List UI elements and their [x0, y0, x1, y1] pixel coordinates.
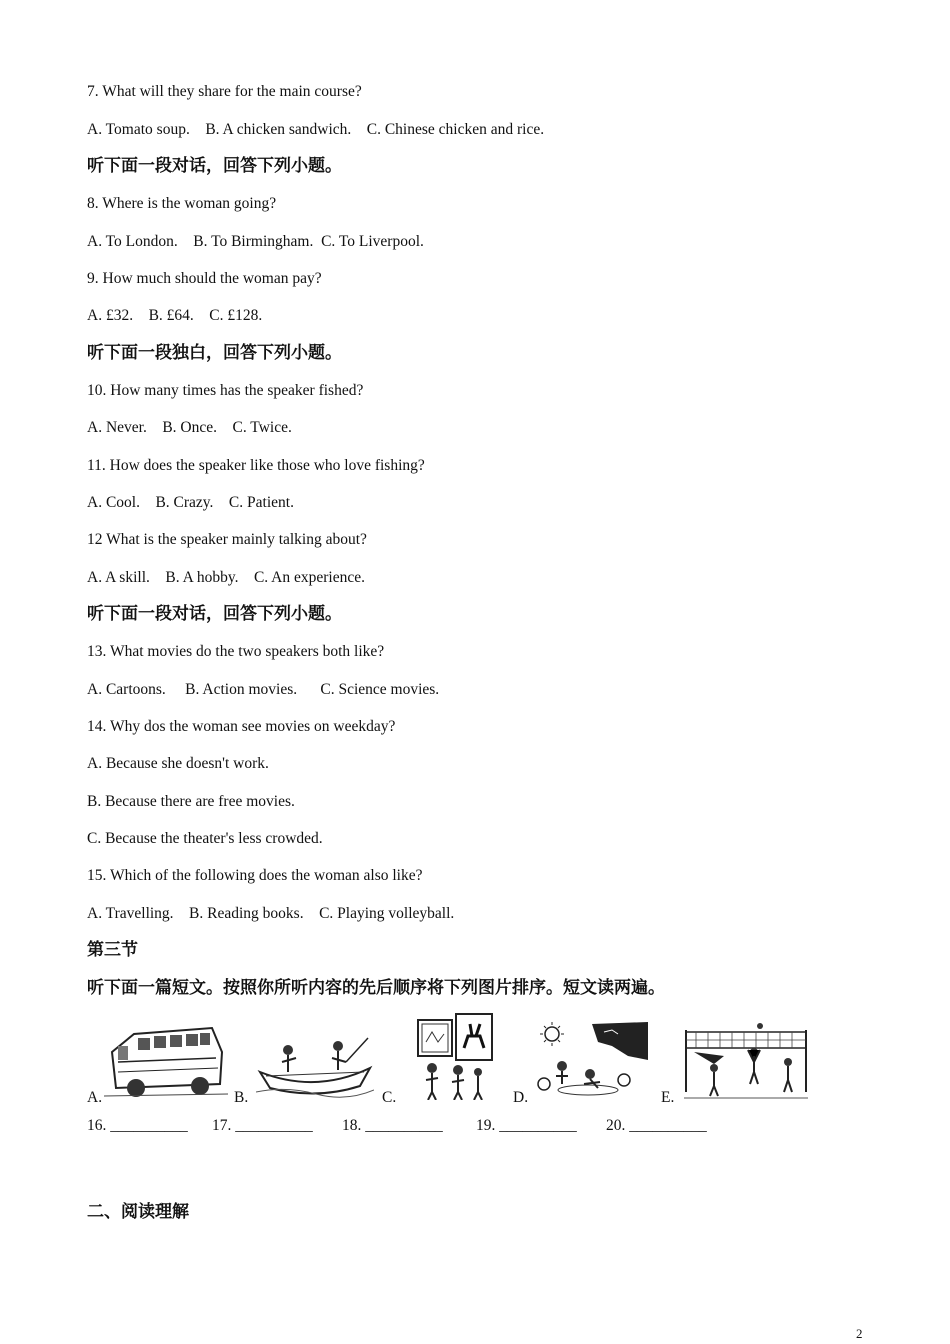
- page-number: 2: [856, 1326, 863, 1341]
- q7-options: A. Tomato soup. B. A chicken sandwich. C. Chinese chicken and rice.: [87, 121, 545, 138]
- answer-blank-20[interactable]: 20. __________: [606, 1117, 707, 1134]
- q9-text: 9. How much should the woman pay?: [87, 270, 322, 287]
- q7-text: 7. What will they share for the main course?: [87, 83, 362, 100]
- part2-title: 二、阅读理解: [87, 1202, 189, 1222]
- answer-blank-18[interactable]: 18. __________: [342, 1117, 443, 1134]
- q14-option-a: A. Because she doesn't work.: [87, 755, 269, 772]
- picture-a-label: A.: [87, 1089, 103, 1106]
- q14-option-b: B. Because there are free movies.: [87, 793, 295, 810]
- q14-option-c: C. Because the theater's less crowded.: [87, 830, 323, 847]
- q15-text: 15. Which of the following does the woman also like?: [87, 867, 423, 884]
- q14-text: 14. Why dos the woman see movies on weekday?: [87, 718, 396, 735]
- q12-text: 12 What is the speaker mainly talking about?: [87, 531, 367, 548]
- q12-options: A. A skill. B. A hobby. C. An experience.: [87, 569, 365, 586]
- section3-instruction: 听下面一篇短文。按照你所听内容的先后顺序将下列图片排序。短文读两遍。: [87, 978, 665, 998]
- answer-blank-19[interactable]: 19. __________: [476, 1117, 577, 1134]
- picture-b-boat-image: [256, 1028, 374, 1100]
- picture-c-label: C.: [382, 1089, 397, 1106]
- q8-options: A. To London. B. To Birmingham. C. To Liverpool.: [87, 233, 424, 250]
- q9-options: A. £32. B. £64. C. £128.: [87, 307, 263, 324]
- picture-d-picnic-image: [532, 1020, 652, 1100]
- picture-a-bus-image: [104, 1022, 228, 1100]
- answer-blank-17[interactable]: 17. __________: [212, 1117, 313, 1134]
- picture-d-label: D.: [513, 1089, 529, 1106]
- section-heading-monologue: 听下面一段独白，回答下列小题。: [87, 343, 342, 363]
- q13-options: A. Cartoons. B. Action movies. C. Science movies.: [87, 681, 440, 698]
- q11-text: 11. How does the speaker like those who love fishing?: [87, 457, 425, 474]
- picture-e-volleyball-image: [684, 1022, 808, 1102]
- section-heading-dialogue-2: 听下面一段对话，回答下列小题。: [87, 604, 342, 624]
- picture-c-museum-image: [406, 1012, 496, 1100]
- section3-title: 第三节: [87, 940, 138, 960]
- picture-b-label: B.: [234, 1089, 249, 1106]
- q11-options: A. Cool. B. Crazy. C. Patient.: [87, 494, 294, 511]
- q13-text: 13. What movies do the two speakers both like?: [87, 643, 385, 660]
- q8-text: 8. Where is the woman going?: [87, 195, 277, 212]
- answer-blank-16[interactable]: 16. __________: [87, 1117, 188, 1134]
- q10-options: A. Never. B. Once. C. Twice.: [87, 419, 292, 436]
- q15-options: A. Travelling. B. Reading books. C. Playing volleyball.: [87, 905, 455, 922]
- section-heading-dialogue-1: 听下面一段对话，回答下列小题。: [87, 156, 342, 176]
- q10-text: 10. How many times has the speaker fished?: [87, 382, 364, 399]
- picture-e-label: E.: [661, 1089, 675, 1106]
